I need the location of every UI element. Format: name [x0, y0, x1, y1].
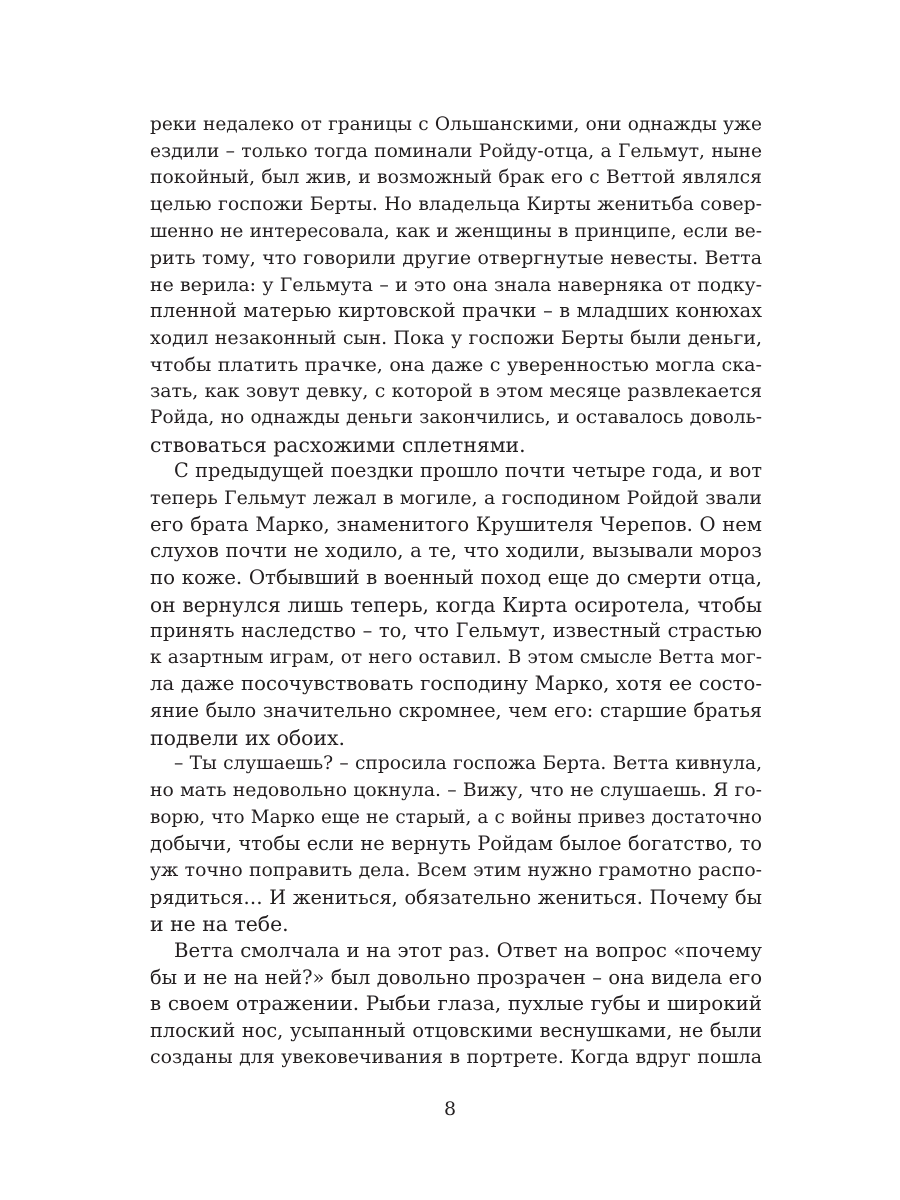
text-line: – Ты слушаешь? – спросила госпожа Берта. Ветта кивнула, — [174, 753, 762, 775]
text-line: уж точно поправить дела. Всем этим нужно грамотно распо- — [150, 859, 762, 881]
text-line: пленной матерью киртовской прачки – в младших конюхах — [150, 299, 762, 323]
text-line: не верила: у Гельмута – и это она знала наверняка от подку- — [150, 273, 762, 296]
text-line: подвели их обоих. — [150, 725, 345, 750]
text-line: теперь Гельмут лежал в могиле, а господином Ройдой звали — [150, 486, 762, 509]
text-line: чтобы платить прачке, она даже с уверенностью могла ска- — [150, 352, 762, 376]
text-line: Ветта смолчала и на этот раз. Ответ на вопрос «почему — [174, 938, 762, 962]
text-line: ходил незаконный сын. Пока у госпожи Берты были деньги, — [150, 327, 762, 350]
text-line: бы и не на ней?» был довольно прозрачен – она видела его — [150, 965, 762, 989]
text-line: добычи, чтобы если не вернуть Ройдам былое богатство, то — [150, 832, 762, 856]
page-text — [150, 112, 762, 1071]
text-line: к азартным играм, от него оставил. В этом смысле Ветта мог- — [150, 646, 762, 668]
text-line: яние было значительно скромнее, чем его: старшие братья — [150, 699, 762, 723]
paragraph — [150, 112, 762, 458]
text-line: принять наследство – то, что Гельмут, известный страстью — [150, 619, 762, 643]
text-line: плоский нос, усыпанный отцовскими веснушками, не были — [150, 1018, 762, 1042]
text-line: созданы для увековечивания в портрете. Когда вдруг пошла — [150, 1046, 762, 1069]
text-line: в своем отражении. Рыбьи глаза, пухлые губы и широкий — [150, 992, 762, 1016]
text-line: целью госпожи Берты. Но владельца Кирты женитьба совер- — [150, 193, 762, 215]
text-line: реки недалеко от границы с Ольшанскими, они однажды уже — [150, 114, 762, 135]
text-line: шенно не интересовала, как и женщины в принципе, если ве- — [150, 220, 762, 242]
paragraph — [150, 938, 762, 1071]
text-line: он вернулся лишь теперь, когда Кирта осиротела, чтобы — [150, 592, 762, 617]
paragraph — [150, 458, 762, 751]
text-line: ла даже посочувствовать господину Марко, хотя ее состо- — [150, 672, 762, 696]
text-line: Ройда, но однажды деньги закончились, и оставалось доволь- — [150, 407, 762, 429]
text-line: рядиться… И жениться, обязательно жениться. Почему бы — [150, 885, 762, 909]
text-line: его брата Марко, знаменитого Крушителя Черепов. О нем — [150, 512, 762, 536]
text-line: ездили – только тогда поминали Ройду-отца, а Гельмут, ныне — [150, 140, 762, 162]
text-line: рить тому, что говорили другие отвергнутые невесты. Ветта — [150, 247, 762, 270]
text-line: покойный, был жив, и возможный брак его с Веттой являлся — [150, 167, 762, 189]
text-line: слухов почти не ходило, а те, что ходили, вызывали мороз — [150, 539, 762, 563]
text-line: ворю, что Марко еще не старый, а с войны привез достаточно — [150, 806, 762, 828]
text-line: ствоваться расхожими сплетнями. — [150, 432, 526, 457]
paragraph — [150, 751, 762, 937]
text-line: по коже. Отбывший в военный поход еще до смерти отца, — [150, 565, 762, 589]
text-line: зать, как зовут девку, с которой в этом месяце развлекается — [150, 380, 762, 403]
page-number: 8 — [443, 1098, 457, 1120]
text-line: С предыдущей поездки прошло почти четыре года, и вот — [174, 459, 762, 483]
text-line: но мать недовольно цокнула. – Вижу, что не слушаешь. Я го- — [150, 780, 762, 802]
text-line: и не на тебе. — [150, 912, 289, 937]
